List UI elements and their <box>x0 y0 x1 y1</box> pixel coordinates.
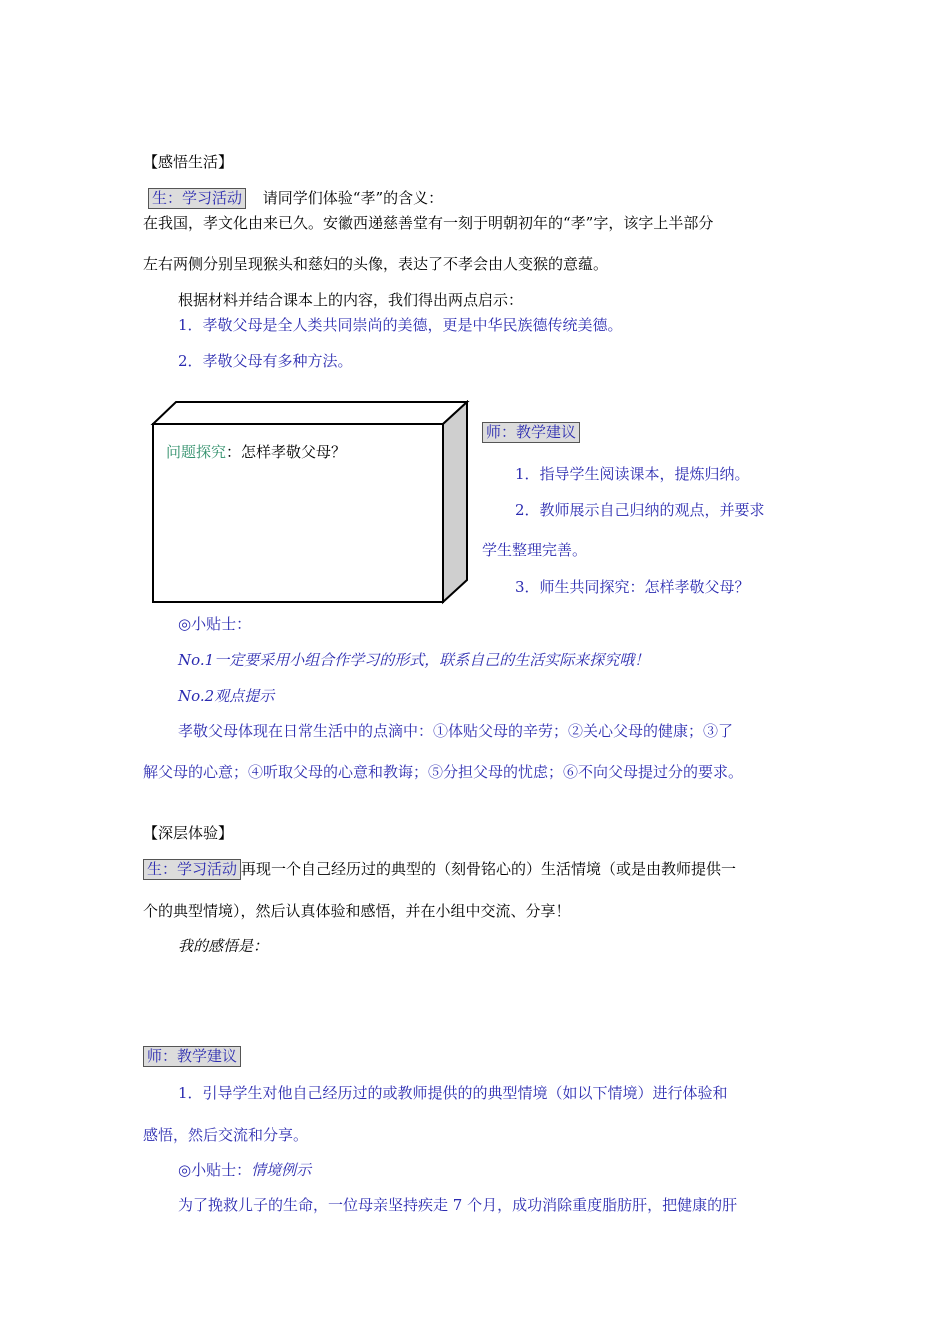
tips2-subtitle: 情境例示 <box>251 1161 312 1179</box>
inquiry-label: 问题探究 <box>166 443 227 461</box>
teacher-suggestion-tag: 师：教学建议 <box>482 422 580 443</box>
conclusion-intro: 根据材料并结合课本上的内容，我们得出两点启示： <box>178 291 524 309</box>
conclusion-point-1: 1．孝敬父母是全人类共同崇尚的美德，更是中华民族德传统美德。 <box>178 316 623 334</box>
section-heading-ganwu: 【感悟生活】 <box>143 153 234 171</box>
teacher-suggestion-tag-2: 师：教学建议 <box>143 1046 241 1067</box>
inquiry-question <box>166 442 346 462</box>
inquiry-3d-box <box>150 400 472 606</box>
tip-body-line1: 孝敬父母体现在日常生活中的点滴中：①体贴父母的辛劳；②关心父母的健康；③了 <box>178 722 734 740</box>
teacher-item-1: 1．指导学生阅读课本，提炼归纳。 <box>515 465 750 483</box>
inquiry-question-text: ：怎样孝敬父母？ <box>226 443 347 461</box>
teacher2-item1-line1: 1．引导学生对他自己经历过的或教师提供的的典型情境（如以下情境）进行体验和 <box>178 1084 728 1102</box>
tip-body-line2: 解父母的心意；④听取父母的心意和教诲；⑤分担父母的忧虑；⑥不向父母提过分的要求。 <box>143 763 744 781</box>
my-feeling-prompt: 我的感悟是： <box>178 937 269 955</box>
teacher-item-2-line2: 学生整理完善。 <box>482 541 588 559</box>
teacher-item-3: 3．师生共同探究：怎样孝敬父母？ <box>515 578 750 596</box>
tip-no1: No.1一定要采用小组合作学习的形式，联系自己的生活实际来探究哦！ <box>178 651 650 669</box>
tip-no2: No.2观点提示 <box>178 687 275 705</box>
section-heading-shenceng: 【深层体验】 <box>143 824 234 842</box>
tips-title: ◎小贴士： <box>178 615 252 633</box>
deep-activity-text: 再现一个自己经历过的典型的（刻骨铭心的）生活情境（或是由教师提供一 <box>241 860 737 878</box>
teacher-suggestion-block <box>482 422 580 443</box>
student-activity-line <box>148 188 443 209</box>
deep-activity-line1 <box>143 859 736 880</box>
material-paragraph-line1: 在我国，孝文化由来已久。安徽西递慈善堂有一刻于明朝初年的“孝”字，该字上半部分 <box>143 214 714 232</box>
student-activity-tag-2: 生：学习活动 <box>143 859 241 880</box>
teacher-item-2-line1: 2．教师展示自己归纳的观点，并要求 <box>515 501 765 519</box>
tips2-line <box>178 1160 311 1180</box>
material-paragraph-line2: 左右两侧分别呈现猴头和慈妇的头像，表达了不孝会由人变猴的意蕴。 <box>143 255 609 273</box>
conclusion-point-2: 2．孝敬父母有多种方法。 <box>178 352 353 370</box>
deep-activity-line2: 个的典型情境），然后认真体验和感悟，并在小组中交流、分享！ <box>143 902 571 920</box>
teacher2-item1-line2: 感悟，然后交流和分享。 <box>143 1126 309 1144</box>
story-line1: 为了挽救儿子的生命，一位母亲坚持疾走 7 个月，成功消除重度脂肪肝，把健康的肝 <box>178 1196 738 1214</box>
student-activity-tag: 生：学习活动 <box>148 188 246 209</box>
tips2-title: ◎小贴士： <box>178 1161 252 1179</box>
intro-text: 请同学们体验“孝”的含义： <box>262 189 444 207</box>
teacher-suggestion-block-2 <box>143 1046 241 1067</box>
